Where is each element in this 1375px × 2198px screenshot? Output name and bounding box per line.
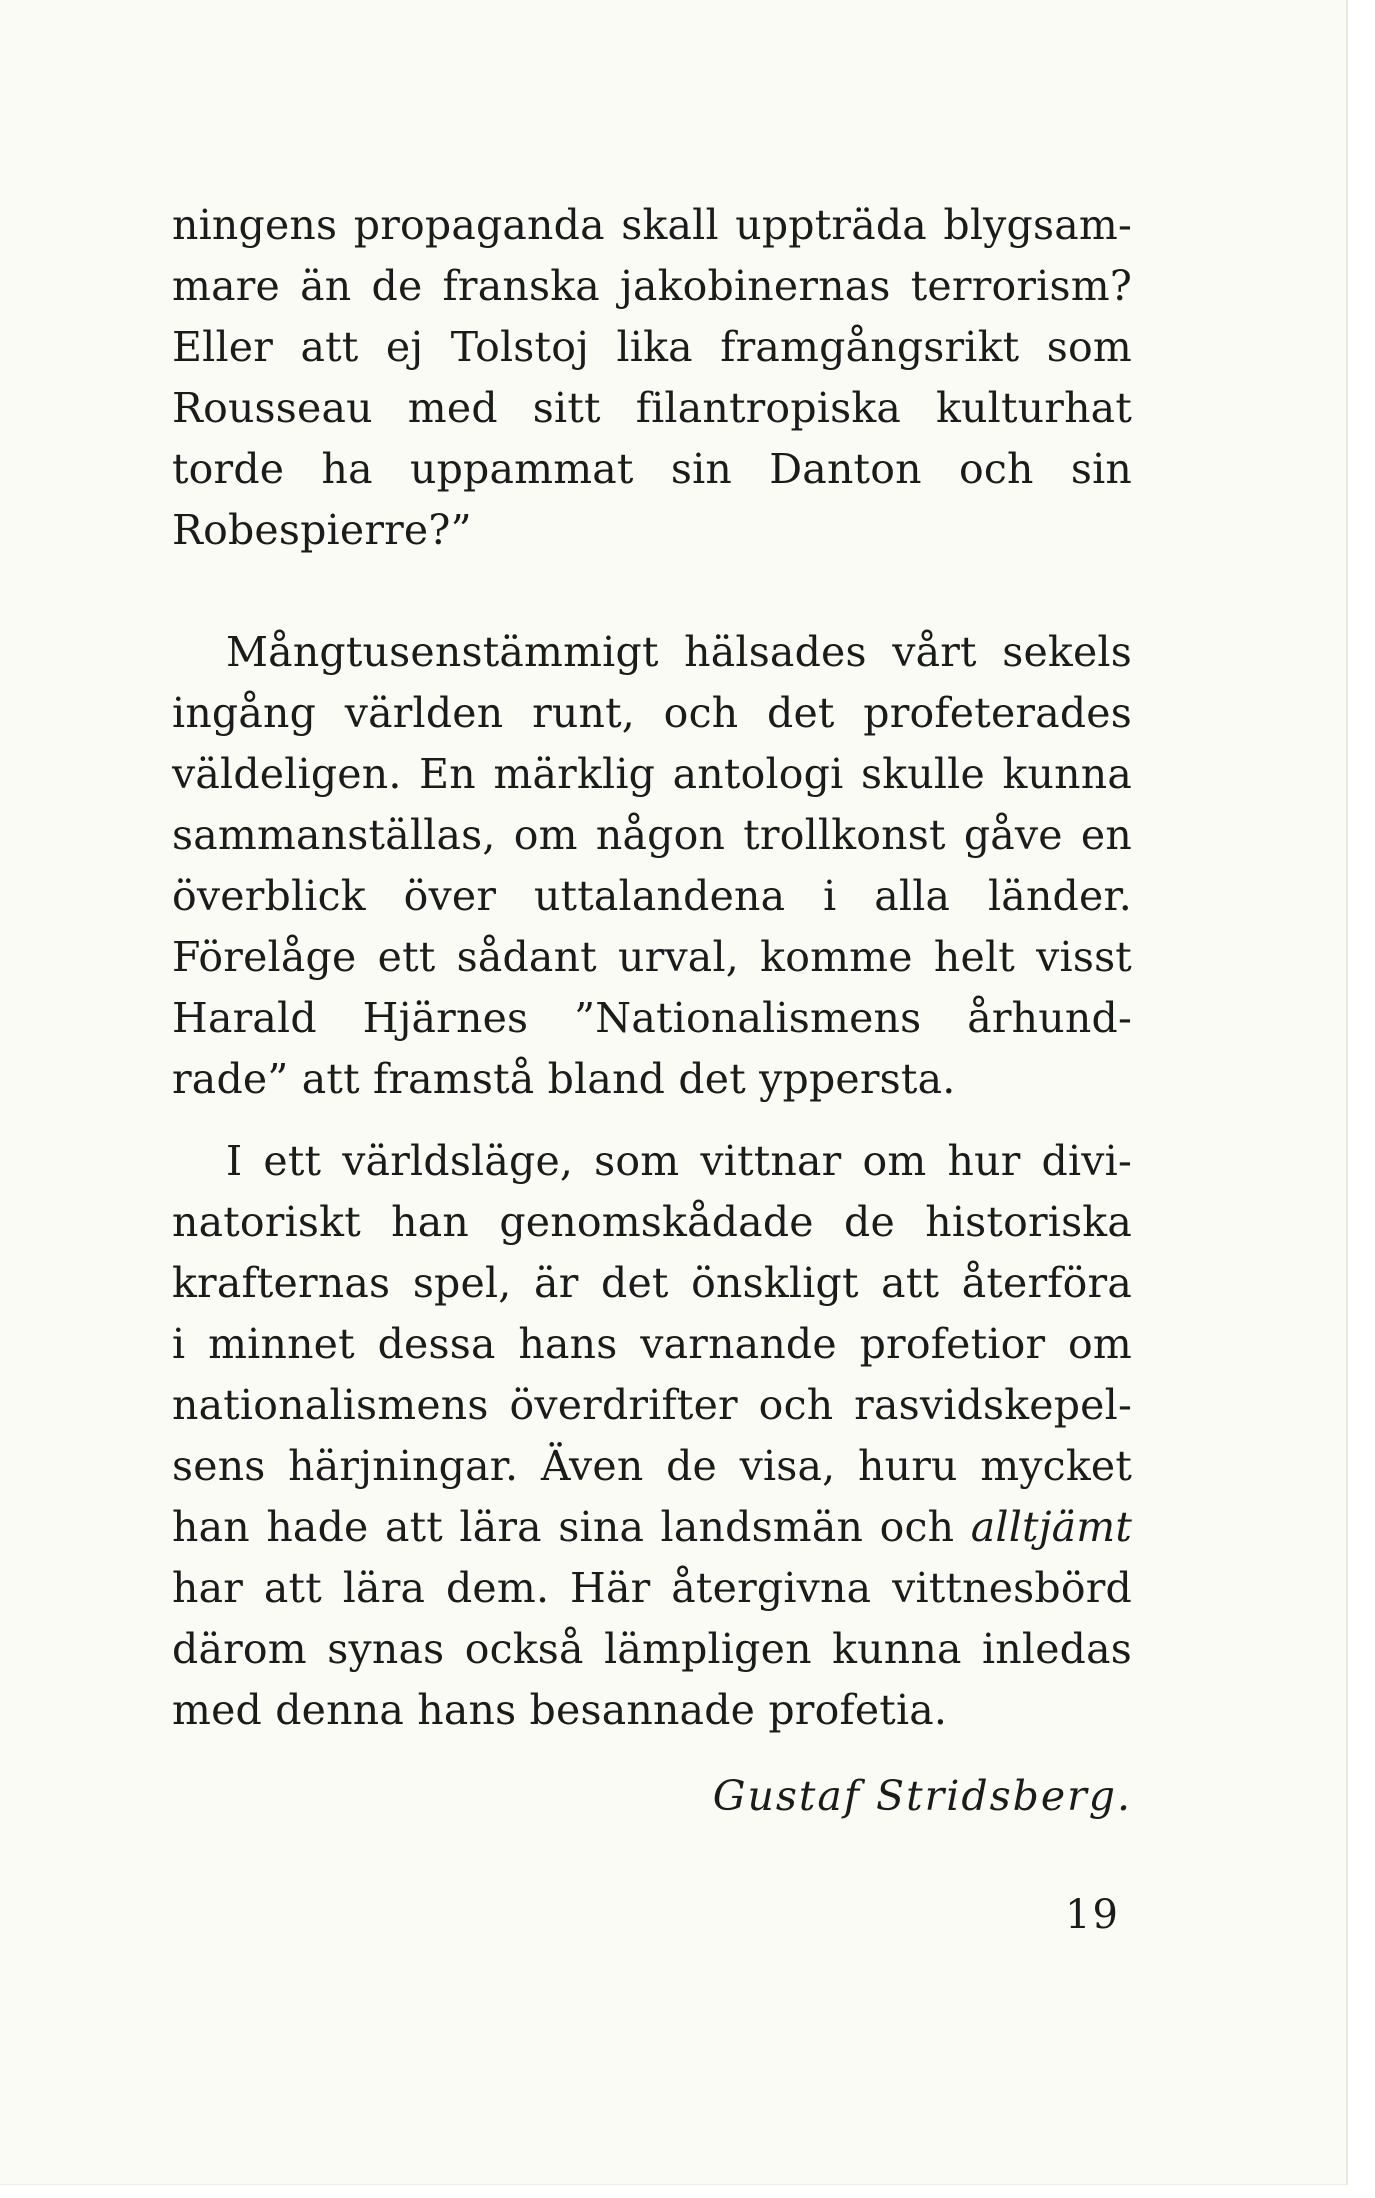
text-line: sammanställas, om någon trollkonst gåve en xyxy=(172,811,1132,859)
text-line: väldeligen. En märklig antologi skulle kunna xyxy=(172,750,1132,798)
text-line: Rousseau med sitt filantropiska kulturhat xyxy=(172,384,1132,432)
text-line: krafternas spel, är det önskligt att återföra xyxy=(172,1259,1132,1307)
text-line: nationalismens överdrifter och rasvidskepel- xyxy=(172,1381,1132,1429)
text-line: med denna hans besannade profetia. xyxy=(172,1686,948,1734)
text-line: rade” att framstå bland det yppersta. xyxy=(172,1055,956,1103)
text-line: I ett världsläge, som vittnar om hur divi- xyxy=(226,1137,1132,1185)
paragraph-2 xyxy=(172,622,1132,1110)
text-line: Eller att ej Tolstoj lika framgångsrikt som xyxy=(172,323,1132,371)
text-line: i minnet dessa hans varnande profetior om xyxy=(172,1320,1132,1368)
text-line: Robespierre?” xyxy=(172,506,472,554)
paragraph-3 xyxy=(172,1131,1132,1741)
text-line: därom synas också lämpligen kunna inledas xyxy=(172,1625,1132,1673)
text-line-with-italic xyxy=(172,1497,1132,1558)
text-line: natoriskt han genomskådade de historiska xyxy=(172,1198,1132,1246)
text-line: ingång världen runt, och det profeterades xyxy=(172,689,1132,737)
text-line: Förelåge ett sådant urval, komme helt visst xyxy=(172,933,1132,981)
text-line: har att lära dem. Här återgivna vittnesbörd xyxy=(172,1564,1132,1612)
italic-emphasis: alltjämt xyxy=(970,1503,1133,1551)
author-signature: Gustaf Stridsberg. xyxy=(712,1772,1132,1820)
paragraph-1 xyxy=(172,195,1132,561)
text-line: ningens propaganda skall uppträda blygsam- xyxy=(172,201,1132,249)
page-number: 19 xyxy=(1065,1892,1120,1938)
text-line: Mångtusenstämmigt hälsades vårt sekels xyxy=(226,628,1132,676)
text-segment: han hade att lära sina landsmän och xyxy=(172,1503,955,1551)
text-line: mare än de franska jakobinernas terrorism? xyxy=(172,262,1132,310)
text-line: överblick över uttalandena i alla länder. xyxy=(172,872,1132,920)
text-line: sens härjningar. Även de visa, huru mycket xyxy=(172,1442,1132,1490)
text-line: Harald Hjärnes ”Nationalismens århund- xyxy=(172,994,1132,1042)
text-line: torde ha uppammat sin Danton och sin xyxy=(172,445,1132,493)
